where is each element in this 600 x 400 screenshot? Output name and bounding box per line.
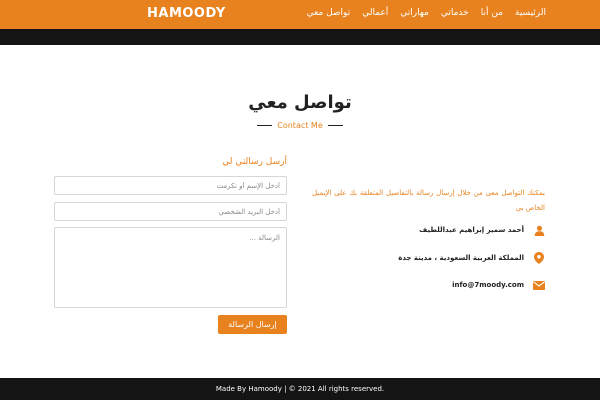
email-input[interactable] — [54, 202, 287, 221]
header-dark-strip — [0, 29, 600, 45]
divider-line — [257, 125, 272, 126]
footer-text: Made By Hamoody | © 2021 All rights reserved. — [215, 385, 385, 393]
nav-item-home[interactable]: الرئيسية — [515, 8, 546, 18]
owner-email[interactable]: info@7moody.com — [452, 281, 524, 289]
envelope-icon — [533, 279, 545, 291]
info-row-email — [452, 278, 545, 292]
owner-name: أحمد سمير إبراهيم عبداللطيف — [419, 226, 524, 234]
nav-item-skills[interactable]: مهاراتي — [400, 8, 429, 18]
info-row-name — [419, 223, 545, 237]
info-row-location — [398, 251, 545, 265]
brand-logo[interactable]: HAMOODY — [147, 6, 226, 21]
form-heading: أرسل رسالتي لي — [222, 157, 287, 167]
footer — [0, 378, 600, 400]
name-input[interactable] — [54, 176, 287, 195]
contact-intro-text: يمكنك التواصل معي من خلال إرسال رسالة بالتفاصيل المتعلقة بك على الإيميل الخاص بي — [312, 189, 545, 212]
subtitle-text: Contact Me — [277, 121, 323, 130]
location-pin-icon — [533, 252, 545, 264]
nav-item-about[interactable]: من أنا — [480, 8, 503, 18]
nav-item-services[interactable]: خدماتي — [440, 8, 469, 18]
nav-item-contact[interactable]: تواصل معي — [306, 8, 351, 18]
owner-location: المملكة العربية السعودية ، مدينة جدة — [398, 254, 524, 262]
section-subtitle — [0, 121, 600, 130]
user-icon — [533, 224, 545, 236]
divider-line — [328, 125, 343, 126]
page-title: تواصل معي — [248, 92, 352, 113]
top-navbar — [0, 0, 600, 29]
message-textarea[interactable] — [54, 227, 287, 308]
send-message-button[interactable]: إرسال الرسالة — [218, 315, 287, 334]
nav-item-works[interactable]: أعمالي — [362, 8, 389, 18]
main-nav — [307, 8, 546, 18]
